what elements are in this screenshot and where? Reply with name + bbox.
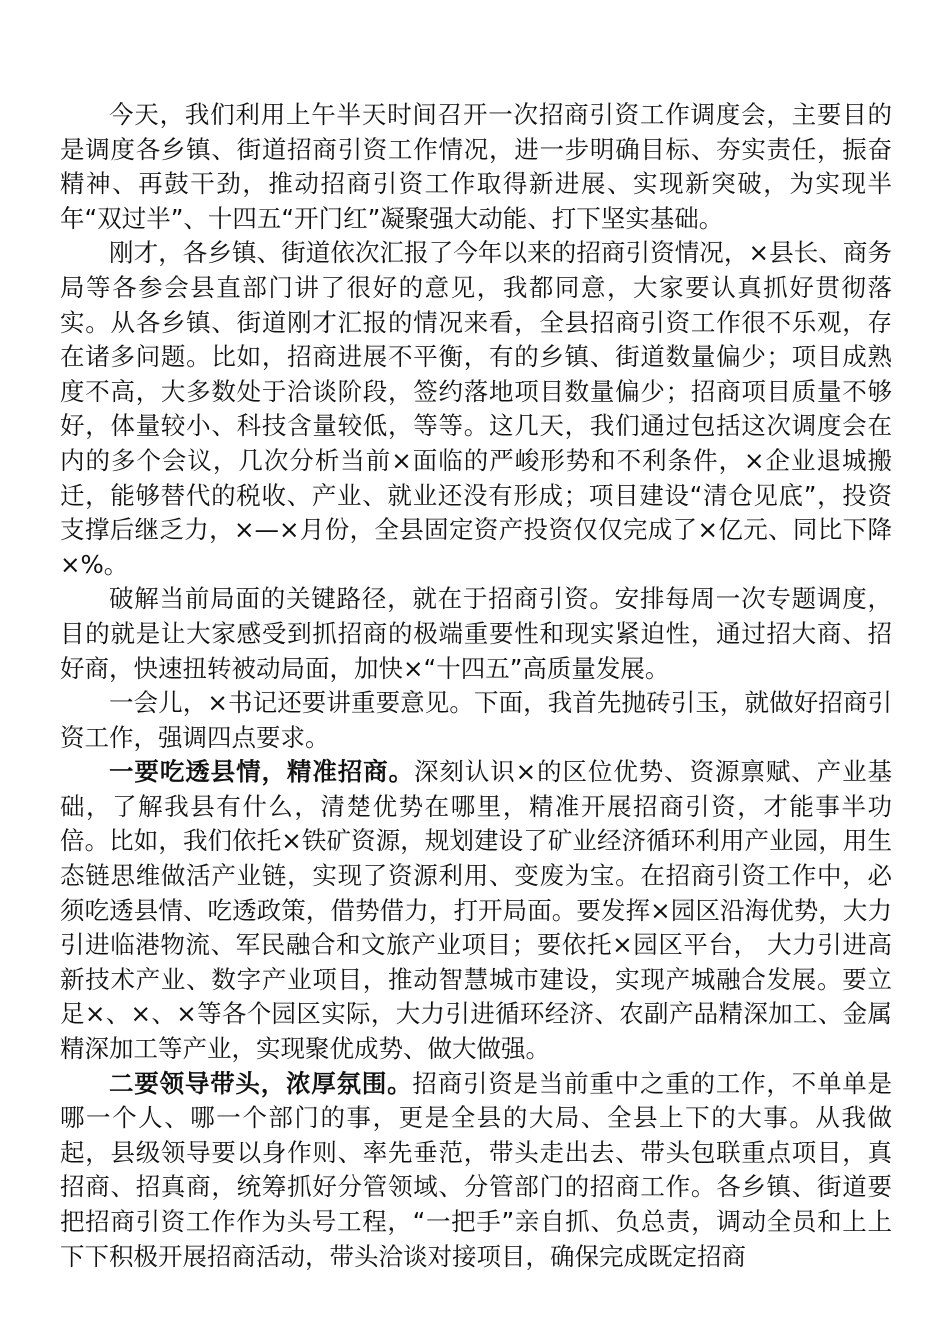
paragraph-requirement-two [60,1067,892,1275]
paragraph-lead-heading: 一要吃透县情，精准招商。 [109,757,414,787]
paragraph-text: 刚才，各乡镇、街道依次汇报了今年以来的招商引资情况，×县长、商务局等各参会县直部门讲了很好的意见，我都同意，大家要认真抓好贯彻落实。从各乡镇、街道刚才汇报的情况来看，全县招商引资工作很不乐观，存在诸多问题。比如，招商进展不平衡，有的乡镇、街道数量偏少；项目成熟度不高，大多数处于洽谈阶段，签约落地项目数量偏少；招商项目质量不够好，体量较小、科技含量较低，等等。这几天，我们通过包括这次调度会在内的多个会议，几次分析当前×面临的严峻形势和不利条件，×企业退城搬迁，能够替代的税收、产业、就业还没有形成；项目建设“清仓见底”，投资支撑后继乏力，×—×月份，全县固定资产投资仅仅完成了×亿元、同比下降×%。 [60,238,892,579]
paragraph-text: 深刻认识×的区位优势、资源禀赋、产业基础，了解我县有什么，清楚优势在哪里，精准开展招商引资，才能事半功倍。比如，我们依托×铁矿资源，规划建设了矿业经济循环利用产业园，用生态链思维做活产业链，实现了资源利用、变废为宝。在招商引资工作中，必须吃透县情、吃透政策，借势借力，打开局面。要发挥×园区沿海优势，大力引进临港物流、军民融合和文旅产业项目；要依托×园区平台， 大力引进高新技术产业、数字产业项目，推动智慧城市建设，实现产城融合发展。要立足×、×、×等各个园区实际，大力引进循环经济、农副产品精深加工、金属精深加工等产业，实现聚优成势、做大做强。 [60,757,893,1064]
paragraph-key-path [60,582,892,686]
document-body [60,98,892,1274]
paragraph-text: 破解当前局面的关键路径，就在于招商引资。安排每周一次专题调度，目的就是让大家感受到抓招商的极端重要性和现实紧迫性，通过招大商、招好商，快速扭转被动局面，加快×“十四五”高质量发展。 [60,584,892,683]
paragraph-lead-heading: 二要领导带头，浓厚氛围。 [109,1068,413,1098]
paragraph-text: 招商引资是当前重中之重的工作，不单单是哪一个人、哪一个部门的事，更是全县的大局、全县上下的大事。从我做起，县级领导要以身作则、率先垂范，带头走出去、带头包联重点项目，真招商、招真商，统筹抓好分管领域、分管部门的招商工作。各乡镇、街道要把招商引资工作作为头号工程，“一把手”亲自抓、负总责，调动全员和上上下下积极开展招商活动，带头洽谈对接项目，确保完成既定招商 [60,1068,893,1271]
paragraph-opening [60,98,892,236]
paragraph-four-requirements [60,686,892,755]
paragraph-situation-report [60,236,892,582]
paragraph-text: 一会儿，×书记还要讲重要意见。下面，我首先抛砖引玉，就做好招商引资工作，强调四点要求。 [60,688,892,752]
paragraph-requirement-one [60,755,892,1066]
paragraph-text: 今天，我们利用上午半天时间召开一次招商引资工作调度会，主要目的是调度各乡镇、街道招商引资工作情况，进一步明确目标、夯实责任，振奋精神、再鼓干劲，推动招商引资工作取得新进展、实现新突破，为实现半年“双过半”、十四五“开门红”凝聚强大动能、打下坚实基础。 [60,100,892,233]
